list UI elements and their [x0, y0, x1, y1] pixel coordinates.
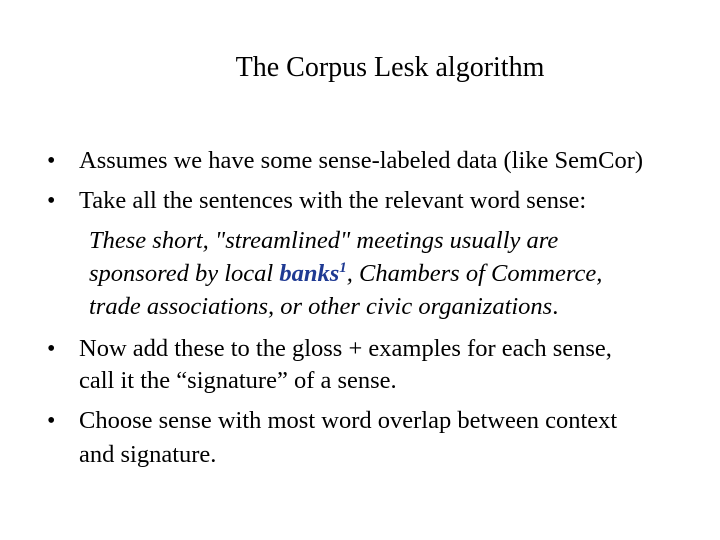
bullet-4-text-line-2: and signature. [79, 441, 217, 468]
example-line-3-text: trade associations, or other civic organizations [89, 293, 553, 320]
bullet-1-glyph: • [47, 148, 56, 174]
sense-number-superscript: 1 [339, 260, 347, 276]
example-line-2-end: , Chambers of Commerce, [346, 260, 603, 287]
highlighted-word-text: banks [279, 260, 340, 287]
bullet-4-text-line-1: Choose sense with most word overlap between context [79, 407, 618, 434]
bullet-2-text: Take all the sentences with the relevant word sense: [79, 187, 587, 214]
slide-title: The Corpus Lesk algorithm [235, 52, 545, 83]
bullet-4-glyph: • [47, 408, 56, 434]
bullet-3-glyph: • [47, 336, 56, 362]
example-line-3 [89, 292, 558, 322]
highlighted-word-banks [279, 260, 346, 287]
bullet-2-glyph: • [47, 188, 56, 214]
example-line-3-period: . [552, 293, 559, 320]
example-line-1: These short, "streamlined" meetings usually are [89, 227, 559, 254]
example-line-2 [89, 259, 602, 289]
bullet-1-text: Assumes we have some sense-labeled data (like SemCor) [79, 147, 644, 174]
bullet-3-text-line-1: Now add these to the gloss + examples for each sense, [79, 335, 612, 362]
example-line-2-start: sponsored by local [89, 260, 280, 287]
bullet-3-text-line-2: call it the “signature” of a sense. [79, 367, 397, 394]
